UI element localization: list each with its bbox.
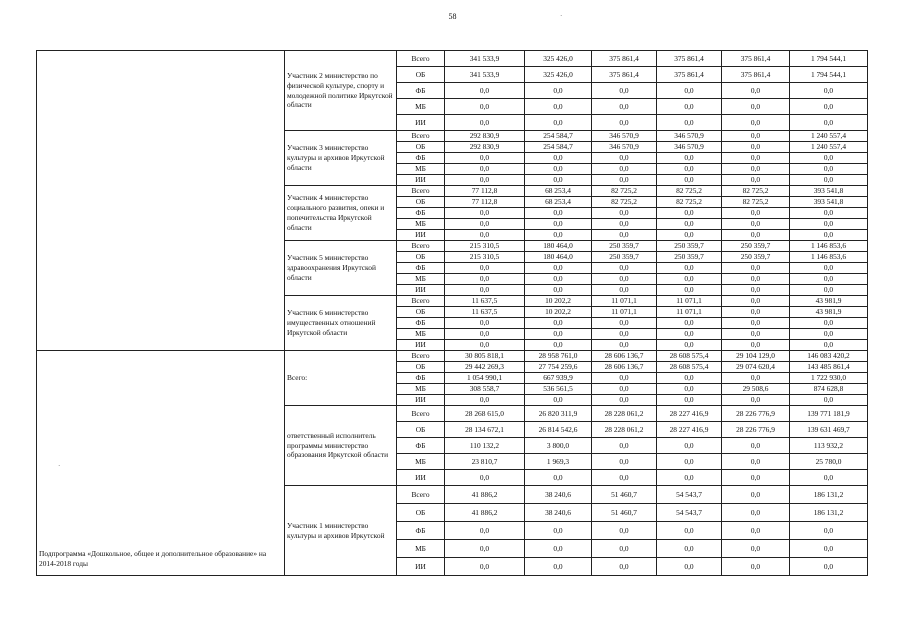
value-cell: 0,0 [790, 230, 868, 241]
value-cell: 0,0 [722, 307, 790, 318]
value-cell: 375 861,4 [722, 51, 790, 67]
value-cell: 28 227 416,9 [657, 406, 722, 422]
funding-source-cell: Всего [397, 241, 445, 252]
value-cell: 1 240 557,4 [790, 131, 868, 142]
value-cell: 0,0 [445, 83, 525, 99]
value-cell: 0,0 [722, 83, 790, 99]
funding-source-cell: ИИ [397, 230, 445, 241]
value-cell: 0,0 [592, 164, 657, 175]
value-cell: 0,0 [722, 373, 790, 384]
value-cell: 0,0 [592, 208, 657, 219]
value-cell: 0,0 [722, 340, 790, 351]
value-cell: 0,0 [722, 115, 790, 131]
value-cell: 0,0 [722, 175, 790, 186]
value-cell: 29 074 620,4 [722, 362, 790, 373]
funding-source-cell: ИИ [397, 340, 445, 351]
funding-source-cell: МБ [397, 540, 445, 558]
value-cell: 186 131,2 [790, 486, 868, 504]
value-cell: 0,0 [525, 558, 592, 576]
value-cell: 292 830,9 [445, 142, 525, 153]
value-cell: 0,0 [592, 454, 657, 470]
value-cell: 0,0 [657, 558, 722, 576]
value-cell: 0,0 [657, 329, 722, 340]
value-cell: 1 794 544,1 [790, 67, 868, 83]
table-row [37, 351, 868, 362]
funding-source-cell: МБ [397, 219, 445, 230]
value-cell: 28 228 061,2 [592, 406, 657, 422]
funding-source-cell: ИИ [397, 395, 445, 406]
funding-source-cell: ИИ [397, 285, 445, 296]
value-cell: 0,0 [657, 454, 722, 470]
value-cell: 0,0 [592, 83, 657, 99]
participant-cell: Участник 1 министерство культуры и архивов Иркутской [285, 486, 397, 576]
value-cell: 0,0 [657, 164, 722, 175]
funding-source-cell: Всего [397, 186, 445, 197]
value-cell: 0,0 [722, 470, 790, 486]
value-cell: 28 226 776,9 [722, 406, 790, 422]
value-cell: 0,0 [445, 329, 525, 340]
value-cell: 0,0 [592, 558, 657, 576]
funding-source-cell: Всего [397, 131, 445, 142]
value-cell: 0,0 [657, 340, 722, 351]
value-cell: 0,0 [657, 274, 722, 285]
value-cell: 0,0 [657, 263, 722, 274]
value-cell: 11 071,1 [657, 307, 722, 318]
value-cell: 54 543,7 [657, 504, 722, 522]
value-cell: 341 533,9 [445, 67, 525, 83]
value-cell: 0,0 [525, 153, 592, 164]
value-cell: 254 584,7 [525, 142, 592, 153]
value-cell: 0,0 [445, 274, 525, 285]
value-cell: 0,0 [445, 540, 525, 558]
funding-source-cell: ФБ [397, 208, 445, 219]
value-cell: 26 814 542,6 [525, 422, 592, 438]
value-cell: 0,0 [790, 83, 868, 99]
value-cell: 0,0 [722, 142, 790, 153]
value-cell: 393 541,8 [790, 186, 868, 197]
value-cell: 28 608 575,4 [657, 362, 722, 373]
funding-source-cell: ОБ [397, 422, 445, 438]
value-cell: 0,0 [525, 263, 592, 274]
value-cell: 0,0 [657, 208, 722, 219]
funding-source-cell: ОБ [397, 504, 445, 522]
value-cell: 667 939,9 [525, 373, 592, 384]
value-cell: 0,0 [722, 540, 790, 558]
value-cell: 0,0 [445, 115, 525, 131]
value-cell: 28 268 615,0 [445, 406, 525, 422]
value-cell: 0,0 [525, 274, 592, 285]
value-cell: 375 861,4 [657, 67, 722, 83]
value-cell: 0,0 [722, 504, 790, 522]
value-cell: 0,0 [722, 263, 790, 274]
value-cell: 11 637,5 [445, 307, 525, 318]
value-cell: 0,0 [790, 340, 868, 351]
funding-source-cell: ФБ [397, 438, 445, 454]
value-cell: 82 725,2 [722, 186, 790, 197]
funding-source-cell: ФБ [397, 522, 445, 540]
value-cell: 375 861,4 [592, 67, 657, 83]
funding-source-cell: ОБ [397, 252, 445, 263]
value-cell: 0,0 [722, 131, 790, 142]
value-cell: 180 464,0 [525, 241, 592, 252]
value-cell: 250 359,7 [722, 241, 790, 252]
value-cell: 3 800,0 [525, 438, 592, 454]
value-cell: 0,0 [525, 175, 592, 186]
value-cell: 0,0 [657, 384, 722, 395]
value-cell: 0,0 [445, 522, 525, 540]
value-cell: 536 561,5 [525, 384, 592, 395]
value-cell: 0,0 [657, 318, 722, 329]
value-cell: 0,0 [722, 558, 790, 576]
value-cell: 0,0 [790, 318, 868, 329]
funding-source-cell: ОБ [397, 67, 445, 83]
budget-table [36, 50, 868, 576]
value-cell: 29 104 129,0 [722, 351, 790, 362]
participant-cell: Участник 3 министерство культуры и архивов Иркутской области [285, 131, 397, 186]
value-cell: 0,0 [592, 99, 657, 115]
value-cell: 0,0 [525, 99, 592, 115]
value-cell: 82 725,2 [657, 197, 722, 208]
value-cell: 0,0 [657, 99, 722, 115]
funding-source-cell: Всего [397, 486, 445, 504]
value-cell: 393 541,8 [790, 197, 868, 208]
value-cell: 0,0 [790, 175, 868, 186]
value-cell: 28 134 672,1 [445, 422, 525, 438]
value-cell: 375 861,4 [657, 51, 722, 67]
value-cell: 38 240,6 [525, 504, 592, 522]
funding-source-cell: МБ [397, 274, 445, 285]
value-cell: 11 071,1 [657, 296, 722, 307]
value-cell: 0,0 [445, 285, 525, 296]
value-cell: 28 227 416,9 [657, 422, 722, 438]
funding-source-cell: ФБ [397, 263, 445, 274]
funding-source-cell: ИИ [397, 470, 445, 486]
value-cell: 0,0 [445, 230, 525, 241]
value-cell: 0,0 [722, 219, 790, 230]
value-cell: 82 725,2 [592, 186, 657, 197]
funding-source-cell: ОБ [397, 142, 445, 153]
value-cell: 0,0 [790, 470, 868, 486]
value-cell: 30 805 818,1 [445, 351, 525, 362]
funding-source-cell: Всего [397, 296, 445, 307]
value-cell: 0,0 [722, 153, 790, 164]
value-cell: 0,0 [525, 522, 592, 540]
value-cell: 68 253,4 [525, 197, 592, 208]
value-cell: 0,0 [445, 470, 525, 486]
value-cell: 43 981,9 [790, 296, 868, 307]
value-cell: 0,0 [657, 373, 722, 384]
funding-source-cell: ФБ [397, 373, 445, 384]
page-number: 58 [448, 12, 457, 21]
value-cell: 77 112,8 [445, 197, 525, 208]
value-cell: 341 533,9 [445, 51, 525, 67]
value-cell: 0,0 [657, 230, 722, 241]
value-cell: 0,0 [722, 329, 790, 340]
value-cell: 0,0 [445, 153, 525, 164]
value-cell: 0,0 [525, 540, 592, 558]
value-cell: 0,0 [657, 115, 722, 131]
value-cell: 0,0 [790, 164, 868, 175]
value-cell: 375 861,4 [592, 51, 657, 67]
value-cell: 0,0 [592, 274, 657, 285]
value-cell: 0,0 [592, 470, 657, 486]
value-cell: 0,0 [525, 208, 592, 219]
value-cell: 26 820 311,9 [525, 406, 592, 422]
value-cell: 0,0 [592, 230, 657, 241]
participant-cell: Участник 4 министерство социального развития, опеки и попечительства Иркутской области [285, 186, 397, 241]
value-cell: 186 131,2 [790, 504, 868, 522]
program-title-cell [37, 51, 285, 351]
funding-source-cell: Всего [397, 406, 445, 422]
value-cell: 308 558,7 [445, 384, 525, 395]
funding-source-cell: ИИ [397, 558, 445, 576]
value-cell: 113 932,2 [790, 438, 868, 454]
value-cell: 29 442 269,3 [445, 362, 525, 373]
value-cell: 0,0 [722, 486, 790, 504]
funding-source-cell: МБ [397, 329, 445, 340]
value-cell: 0,0 [657, 153, 722, 164]
value-cell: 0,0 [722, 395, 790, 406]
value-cell: 0,0 [592, 373, 657, 384]
value-cell: 1 969,3 [525, 454, 592, 470]
value-cell: 215 310,5 [445, 252, 525, 263]
value-cell: 0,0 [525, 219, 592, 230]
value-cell: 325 426,0 [525, 51, 592, 67]
funding-source-cell: ИИ [397, 175, 445, 186]
scan-speck: · [58, 462, 61, 470]
value-cell: 1 146 853,6 [790, 241, 868, 252]
value-cell: 0,0 [790, 274, 868, 285]
funding-source-cell: ФБ [397, 83, 445, 99]
value-cell: 25 780,0 [790, 454, 868, 470]
value-cell: 250 359,7 [657, 241, 722, 252]
value-cell: 0,0 [657, 395, 722, 406]
funding-source-cell: МБ [397, 454, 445, 470]
funding-source-cell: ФБ [397, 318, 445, 329]
value-cell: 0,0 [445, 208, 525, 219]
value-cell: 51 460,7 [592, 486, 657, 504]
value-cell: 0,0 [722, 454, 790, 470]
value-cell: 0,0 [790, 99, 868, 115]
value-cell: 0,0 [525, 318, 592, 329]
value-cell: 0,0 [592, 219, 657, 230]
value-cell: 27 754 259,6 [525, 362, 592, 373]
value-cell: 0,0 [592, 395, 657, 406]
value-cell: 0,0 [722, 208, 790, 219]
value-cell: 0,0 [790, 558, 868, 576]
value-cell: 0,0 [525, 230, 592, 241]
value-cell: 0,0 [592, 285, 657, 296]
value-cell: 1 054 990,1 [445, 373, 525, 384]
value-cell: 28 606 136,7 [592, 362, 657, 373]
value-cell: 29 508,6 [722, 384, 790, 395]
value-cell: 0,0 [592, 384, 657, 395]
funding-source-cell: МБ [397, 99, 445, 115]
value-cell: 1 794 544,1 [790, 51, 868, 67]
value-cell: 0,0 [790, 263, 868, 274]
value-cell: 23 810,7 [445, 454, 525, 470]
value-cell: 250 359,7 [657, 252, 722, 263]
value-cell: 0,0 [525, 285, 592, 296]
value-cell: 215 310,5 [445, 241, 525, 252]
table-body [37, 51, 868, 576]
value-cell: 375 861,4 [722, 67, 790, 83]
value-cell: 139 631 469,7 [790, 422, 868, 438]
value-cell: 43 981,9 [790, 307, 868, 318]
value-cell: 0,0 [722, 438, 790, 454]
participant-cell: Всего: [285, 351, 397, 406]
value-cell: 11 637,5 [445, 296, 525, 307]
value-cell: 0,0 [790, 285, 868, 296]
value-cell: 325 426,0 [525, 67, 592, 83]
value-cell: 0,0 [445, 263, 525, 274]
funding-source-cell: ОБ [397, 197, 445, 208]
value-cell: 0,0 [592, 438, 657, 454]
value-cell: 0,0 [525, 329, 592, 340]
value-cell: 1 722 930,0 [790, 373, 868, 384]
value-cell: 82 725,2 [722, 197, 790, 208]
value-cell: 0,0 [790, 115, 868, 131]
value-cell: 10 202,2 [525, 307, 592, 318]
value-cell: 0,0 [657, 522, 722, 540]
value-cell: 11 071,1 [592, 296, 657, 307]
value-cell: 0,0 [592, 263, 657, 274]
value-cell: 346 570,9 [592, 131, 657, 142]
value-cell: 68 253,4 [525, 186, 592, 197]
value-cell: 250 359,7 [592, 241, 657, 252]
value-cell: 0,0 [722, 230, 790, 241]
value-cell: 38 240,6 [525, 486, 592, 504]
participant-cell: Участник 6 министерство имущественных отношений Иркутской области [285, 296, 397, 351]
value-cell: 0,0 [525, 340, 592, 351]
value-cell: 250 359,7 [722, 252, 790, 263]
budget-table-wrap [36, 50, 868, 576]
value-cell: 0,0 [592, 175, 657, 186]
funding-source-cell: Всего [397, 51, 445, 67]
value-cell: 250 359,7 [592, 252, 657, 263]
value-cell: 0,0 [592, 153, 657, 164]
value-cell: 346 570,9 [592, 142, 657, 153]
value-cell: 0,0 [592, 340, 657, 351]
value-cell: 28 226 776,9 [722, 422, 790, 438]
value-cell: 0,0 [722, 285, 790, 296]
value-cell: 0,0 [525, 470, 592, 486]
value-cell: 0,0 [657, 175, 722, 186]
value-cell: 0,0 [592, 329, 657, 340]
value-cell: 0,0 [445, 219, 525, 230]
value-cell: 82 725,2 [657, 186, 722, 197]
participant-cell: Участник 5 министерство здравоохранения Иркутской области [285, 241, 397, 296]
funding-source-cell: МБ [397, 384, 445, 395]
value-cell: 0,0 [790, 208, 868, 219]
value-cell: 110 132,2 [445, 438, 525, 454]
value-cell: 0,0 [657, 285, 722, 296]
funding-source-cell: ИИ [397, 115, 445, 131]
value-cell: 0,0 [722, 99, 790, 115]
funding-source-cell: Всего [397, 351, 445, 362]
value-cell: 1 146 853,6 [790, 252, 868, 263]
table-row [37, 51, 868, 67]
value-cell: 254 584,7 [525, 131, 592, 142]
value-cell: 874 628,8 [790, 384, 868, 395]
value-cell: 0,0 [525, 164, 592, 175]
value-cell: 139 771 181,9 [790, 406, 868, 422]
value-cell: 0,0 [790, 522, 868, 540]
value-cell: 0,0 [722, 318, 790, 329]
value-cell: 0,0 [657, 438, 722, 454]
value-cell: 0,0 [445, 164, 525, 175]
value-cell: 0,0 [722, 274, 790, 285]
value-cell: 346 570,9 [657, 131, 722, 142]
value-cell: 28 228 061,2 [592, 422, 657, 438]
value-cell: 0,0 [445, 318, 525, 329]
value-cell: 0,0 [790, 219, 868, 230]
funding-source-cell: МБ [397, 164, 445, 175]
value-cell: 0,0 [525, 395, 592, 406]
value-cell: 41 886,2 [445, 504, 525, 522]
value-cell: 146 083 420,2 [790, 351, 868, 362]
value-cell: 292 830,9 [445, 131, 525, 142]
participant-cell: ответственный исполнитель программы министерство образования Иркутской области [285, 406, 397, 486]
funding-source-cell: ОБ [397, 362, 445, 373]
funding-source-cell: ФБ [397, 153, 445, 164]
funding-source-cell: ОБ [397, 307, 445, 318]
value-cell: 54 543,7 [657, 486, 722, 504]
value-cell: 0,0 [445, 99, 525, 115]
value-cell: 28 958 761,0 [525, 351, 592, 362]
value-cell: 0,0 [592, 540, 657, 558]
value-cell: 0,0 [790, 395, 868, 406]
value-cell: 0,0 [790, 153, 868, 164]
value-cell: 0,0 [445, 558, 525, 576]
value-cell: 0,0 [722, 296, 790, 307]
value-cell: 0,0 [592, 522, 657, 540]
value-cell: 0,0 [445, 340, 525, 351]
value-cell: 0,0 [592, 115, 657, 131]
value-cell: 82 725,2 [592, 197, 657, 208]
program-title-cell: Подпрограмма «Дошкольное, общее и дополнительное образование» на 2014-2018 годы [37, 351, 285, 576]
value-cell: 0,0 [525, 83, 592, 99]
value-cell: 346 570,9 [657, 142, 722, 153]
value-cell: 0,0 [445, 395, 525, 406]
value-cell: 0,0 [445, 175, 525, 186]
value-cell: 0,0 [722, 164, 790, 175]
value-cell: 0,0 [790, 540, 868, 558]
value-cell: 0,0 [657, 219, 722, 230]
scan-speck: · [560, 12, 563, 20]
value-cell: 180 464,0 [525, 252, 592, 263]
value-cell: 11 071,1 [592, 307, 657, 318]
value-cell: 28 608 575,4 [657, 351, 722, 362]
value-cell: 28 606 136,7 [592, 351, 657, 362]
value-cell: 0,0 [525, 115, 592, 131]
value-cell: 0,0 [657, 83, 722, 99]
value-cell: 0,0 [722, 522, 790, 540]
participant-cell: Участник 2 министерство по физической культуре, спорту и молодежной политике Иркутской области [285, 51, 397, 131]
value-cell: 0,0 [657, 470, 722, 486]
value-cell: 0,0 [790, 329, 868, 340]
value-cell: 41 886,2 [445, 486, 525, 504]
value-cell: 10 202,2 [525, 296, 592, 307]
value-cell: 51 460,7 [592, 504, 657, 522]
value-cell: 77 112,8 [445, 186, 525, 197]
value-cell: 0,0 [592, 318, 657, 329]
value-cell: 0,0 [657, 540, 722, 558]
value-cell: 1 240 557,4 [790, 142, 868, 153]
value-cell: 143 485 861,4 [790, 362, 868, 373]
